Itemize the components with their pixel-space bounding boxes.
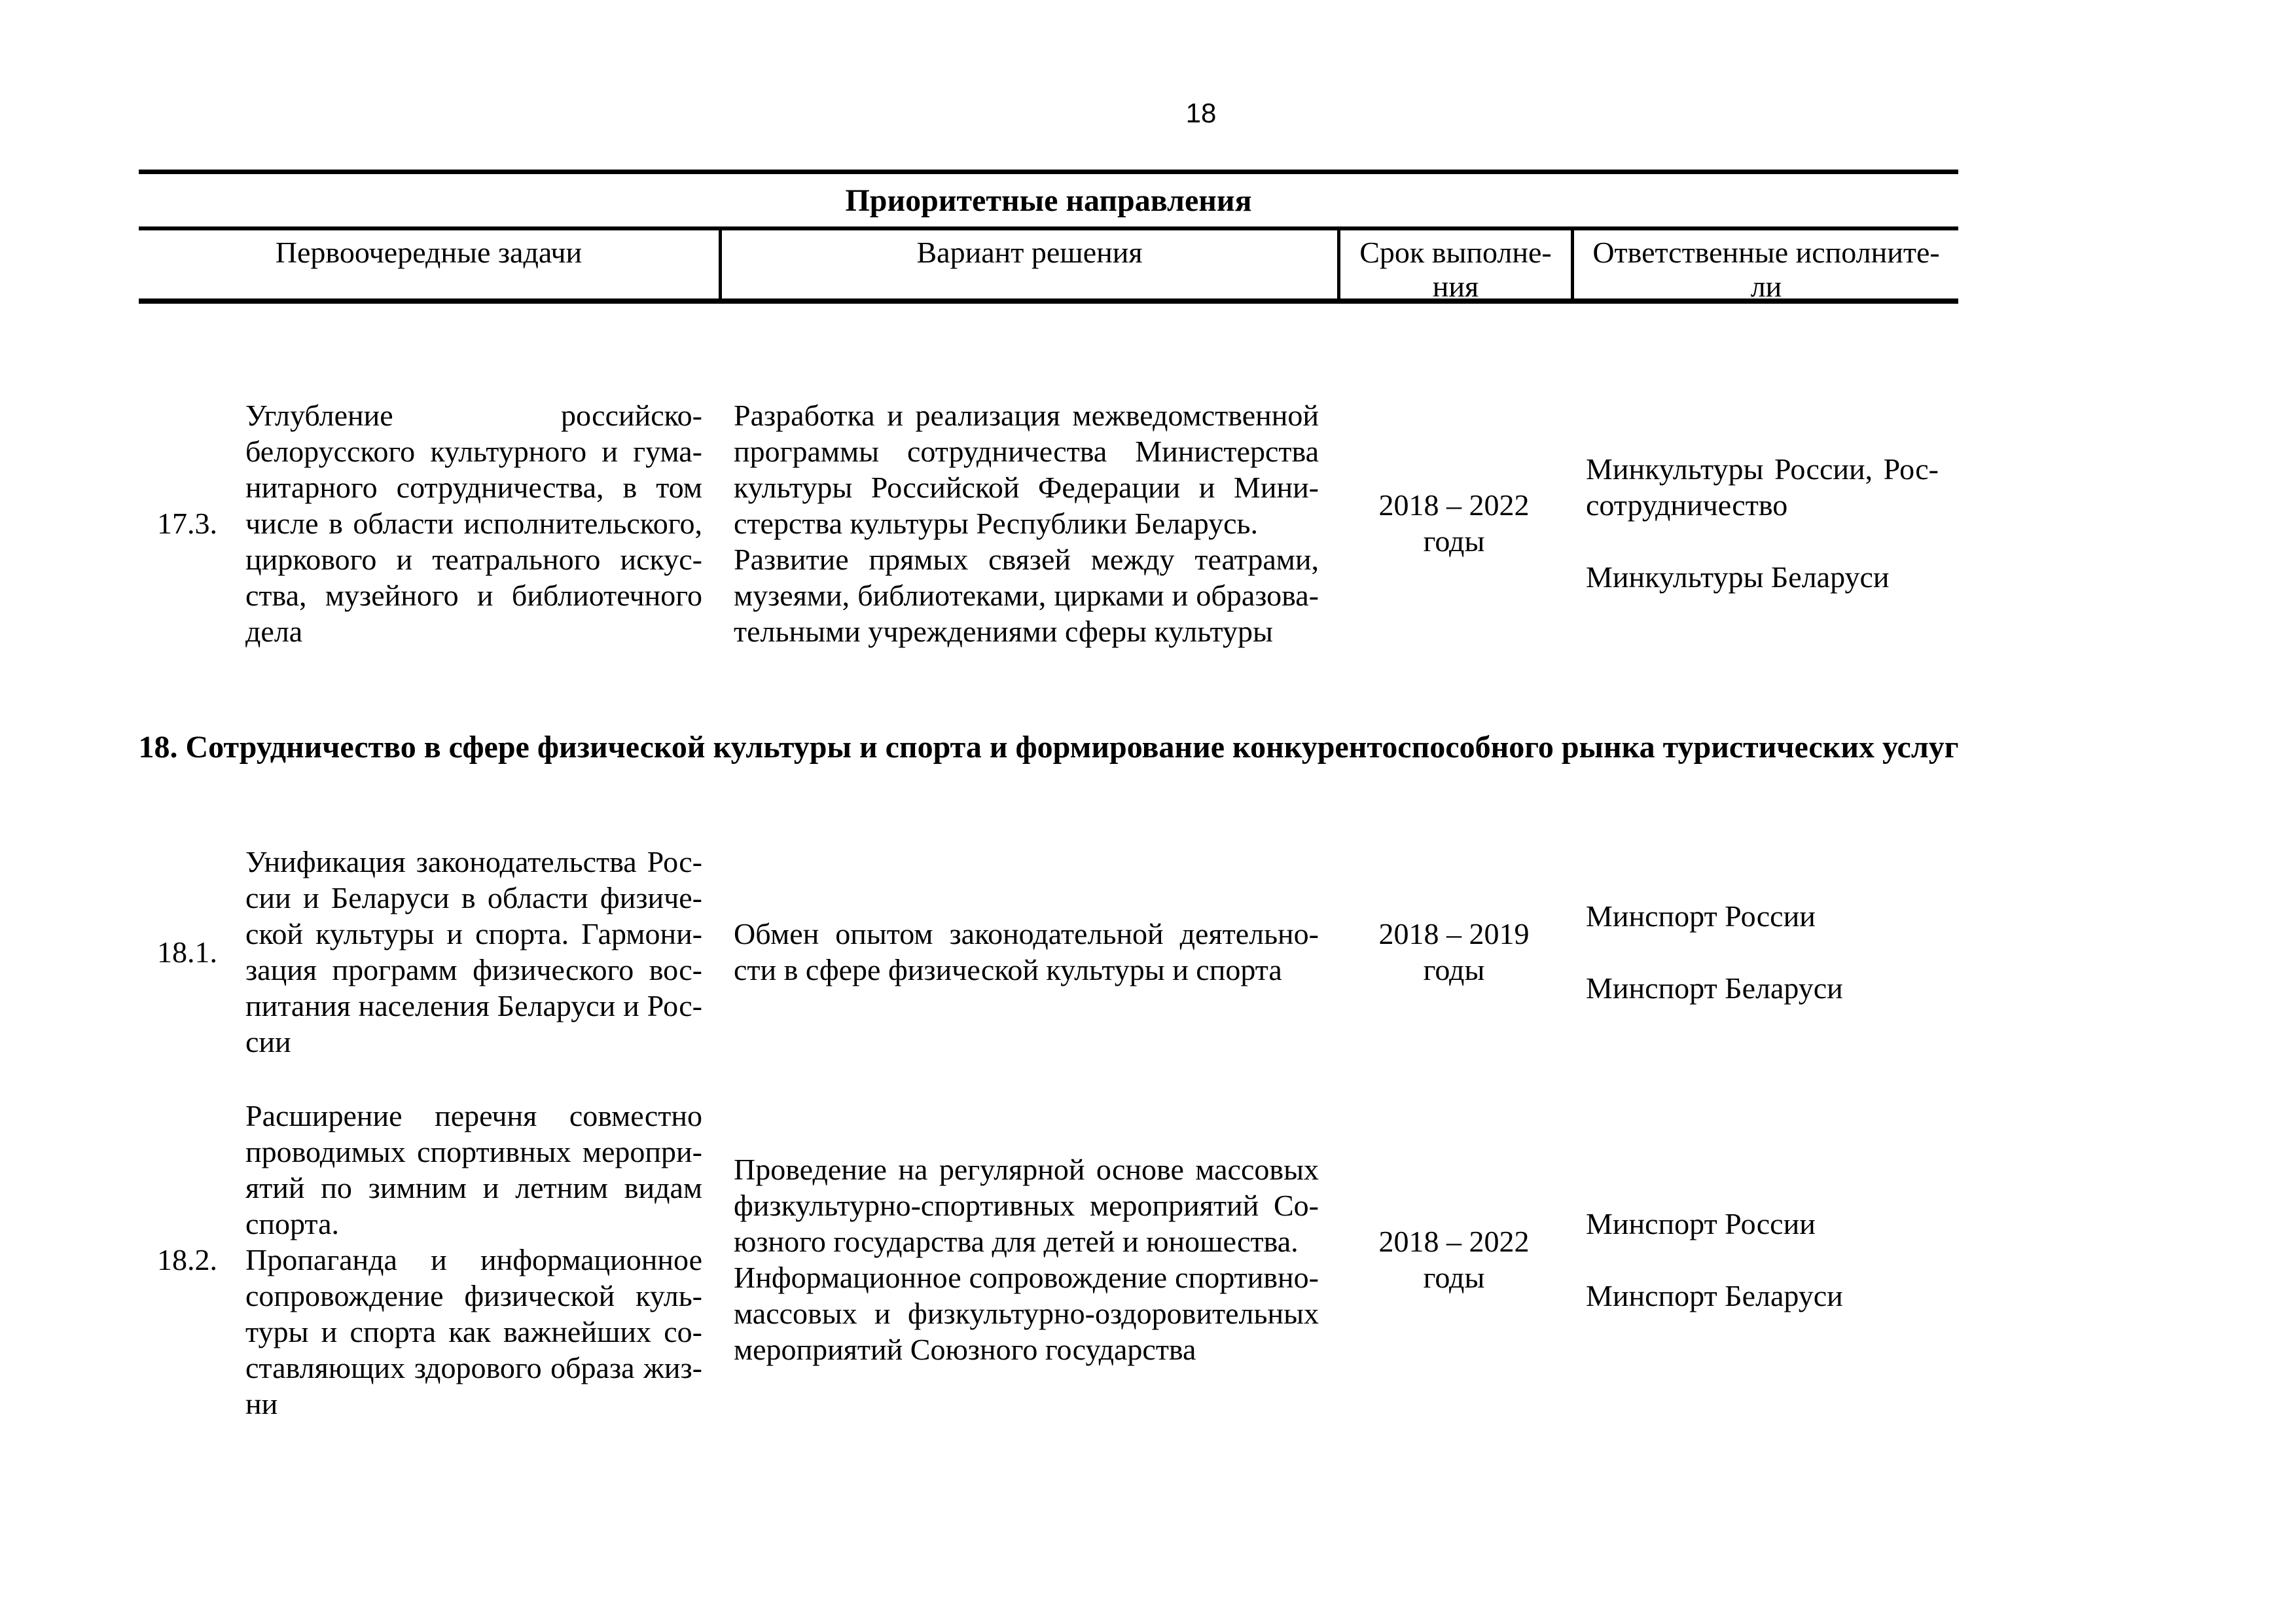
text-line: Минкультуры Беларуси [1586, 560, 1890, 594]
text-line: ни [245, 1386, 278, 1420]
paragraph [734, 1151, 1319, 1259]
text-line: белорусского культурного и гума- [245, 434, 702, 468]
paragraph [734, 916, 1319, 988]
paragraph [245, 397, 702, 649]
text-line: Унификация законодательства Рос- [245, 845, 702, 878]
text-line: Вариант решения [916, 236, 1143, 269]
text-line: Срок выполне- [1359, 236, 1552, 269]
text-line: Развитие прямых связей между театрами, [734, 542, 1319, 576]
row-number: 17.3. [157, 506, 217, 540]
text-line: числе в области исполнительского, [245, 506, 702, 540]
text-line: Первоочередные задачи [275, 236, 583, 269]
priorities-table [139, 170, 1958, 1423]
text-line: Расширение перечня совместно [245, 1098, 702, 1132]
text-line: культуры Российской Федерации и Мини- [734, 470, 1319, 504]
text-line: спорта. [245, 1206, 340, 1240]
solution-cell [719, 1151, 1337, 1367]
page-number: 18 [1185, 98, 1217, 128]
paragraph [1574, 236, 1958, 298]
paragraph [1586, 1278, 1939, 1314]
responsible-cell [1571, 1206, 1958, 1314]
header-col-solution [719, 230, 1337, 298]
paragraph [1586, 559, 1939, 595]
text-line: проводимых спортивных меропри- [245, 1134, 702, 1168]
paragraph [734, 1259, 1319, 1367]
paragraph [245, 844, 702, 1060]
table-header-row [139, 230, 1958, 304]
text-line: Минкультуры России, Рос- [1586, 452, 1939, 486]
text-line: зация программ физического вос- [245, 953, 702, 986]
text-line: Минспорт России [1586, 899, 1816, 933]
header-col-term [1337, 230, 1571, 298]
solution-cell [719, 397, 1337, 649]
header-col-tasks [139, 230, 719, 298]
term-cell [1337, 487, 1571, 559]
paragraph [1337, 1223, 1571, 1295]
text-line: ства, музейного и библиотечного [245, 578, 702, 612]
task-cell [226, 397, 719, 649]
text-line: Ответственные исполните- [1592, 236, 1940, 269]
paragraph [722, 236, 1337, 270]
text-line: сии [245, 1025, 291, 1058]
text-line: тельными учреждениями сферы культуры [734, 614, 1273, 648]
text-line: Разработка и реализация межведомственной [734, 398, 1319, 432]
text-line: стерства культуры Республики Беларусь. [734, 506, 1259, 540]
text-line: Обмен опытом законодательной деятельно- [734, 917, 1319, 950]
text-line: ния [1432, 270, 1479, 298]
text-line: музеями, библиотеками, цирками и образова- [734, 578, 1319, 612]
table-row-18-2 [139, 1096, 1958, 1423]
table-row-18-1 [139, 808, 1958, 1096]
text-line: Информационное сопровождение спортивно- [734, 1261, 1319, 1294]
text-line: 2018 – 2022 [1378, 1225, 1530, 1258]
paragraph [734, 541, 1319, 649]
text-line: Минспорт Беларуси [1586, 1278, 1843, 1312]
term-cell [1337, 916, 1571, 988]
text-line: юзного государства для детей и юношества. [734, 1225, 1299, 1258]
paragraph [1586, 451, 1939, 523]
paragraph [1337, 916, 1571, 988]
paragraph [245, 1242, 702, 1422]
section-18-heading: 18. Сотрудничество в сфере физической культуры и спорта и формирование конкурентоспособного рынка туристических услуг [138, 730, 1959, 765]
text-line: массовых и физкультурно-оздоровительных [734, 1297, 1319, 1330]
text-line: туры и спорта как важнейших со- [245, 1314, 702, 1348]
text-line: годы [1423, 524, 1485, 558]
text-line: годы [1423, 953, 1485, 986]
responsible-cell [1571, 898, 1958, 1006]
table-row-17-3 [139, 359, 1958, 687]
paragraph [1586, 898, 1939, 934]
spacer [139, 304, 1958, 359]
table-body [139, 304, 1958, 1423]
solution-cell [719, 916, 1337, 988]
table-title: Приоритетные направления [139, 174, 1958, 230]
text-line: дела [245, 614, 303, 648]
text-line: ли [1750, 270, 1782, 298]
row-number: 18.2. [157, 1242, 217, 1276]
text-line: ставляющих здорового образа жиз- [245, 1350, 702, 1384]
paragraph [734, 397, 1319, 541]
paragraph [139, 236, 719, 270]
text-line: циркового и театрального искус- [245, 542, 702, 576]
task-cell [226, 844, 719, 1060]
text-line: мероприятий Союзного государства [734, 1333, 1196, 1366]
row-number: 18.1. [157, 935, 217, 969]
text-line: Углубление российско- [245, 398, 702, 432]
text-line: ской культуры и спорта. Гармони- [245, 917, 702, 950]
text-line: сти в сфере физической культуры и спорта [734, 953, 1282, 986]
text-line: ятий по зимним и летним видам [245, 1170, 702, 1204]
paragraph [1337, 487, 1571, 559]
text-line: 2018 – 2019 [1378, 917, 1530, 950]
text-line: программы сотрудничества Министерства [734, 434, 1319, 468]
text-line: Минспорт России [1586, 1206, 1816, 1240]
responsible-cell [1571, 451, 1958, 595]
paragraph [1340, 236, 1571, 298]
paragraph [1586, 970, 1939, 1006]
text-line: годы [1423, 1261, 1485, 1294]
term-cell [1337, 1223, 1571, 1295]
text-line: сии и Беларуси в области физиче- [245, 881, 702, 914]
text-line: сотрудничество [1586, 488, 1788, 522]
text-line: сопровождение физической куль- [245, 1278, 702, 1312]
text-line: 2018 – 2022 [1378, 488, 1530, 522]
task-cell [226, 1098, 719, 1422]
header-col-responsible [1571, 230, 1958, 298]
text-line: Проведение на регулярной основе массовых [734, 1153, 1319, 1186]
text-line: Пропаганда и информационное [245, 1242, 702, 1276]
text-line: Минспорт Беларуси [1586, 971, 1843, 1005]
text-line: питания населения Беларуси и Рос- [245, 989, 702, 1022]
text-line: физкультурно-спортивных мероприятий Со- [734, 1189, 1319, 1222]
paragraph [245, 1098, 702, 1242]
text-line: нитарного сотрудничества, в том [245, 470, 702, 504]
paragraph [1586, 1206, 1939, 1242]
